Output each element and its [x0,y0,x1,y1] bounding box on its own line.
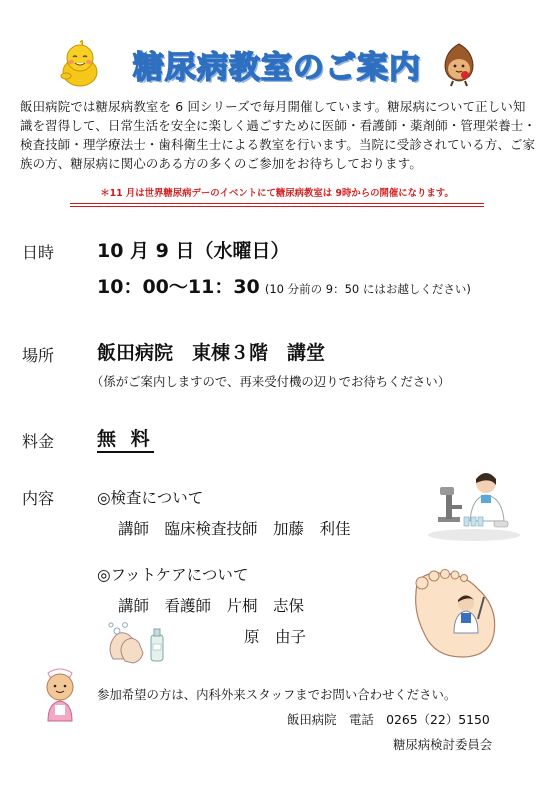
place-note: （係がご案内しますので、再来受付機の辺りでお待ちください） [91,374,451,389]
intro-paragraph: 飯田病院では糖尿病教室を 6 回シリーズで毎月開催しています。糖尿病について正しい知識を習得して、日常生活を安全に楽しく過ごすために医師・看護師・薬剤師・管理栄養士・検査技師・理学療法士・歯科衛生士による教室を行います。当院に受診されている方、ご家族の方、糖尿病に関心のある方の多くのご参加をお待ちしております。 [20,99,536,171]
committee-name: 糖尿病検討委員会 [393,737,493,752]
lab-technician-icon [424,465,520,545]
fee-value: 無 料 [97,428,154,453]
page-title: 糖尿病教室のご案内 [133,50,421,86]
mascot-yellow-icon [58,38,102,88]
notice-underline-2 [70,206,484,207]
topic-lecturer: 原 由子 [244,628,307,646]
content-label: 内容 [22,489,55,508]
fee-value-wrap [97,424,154,451]
topic-lecturer: 講師 看護師 片桐 志保 [118,597,305,615]
topic-lecturer: 講師 臨床検査技師 加藤 利佳 [118,520,351,538]
inquiry-text: 参加希望の方は、内科外来スタッフまでお問い合わせください。 [97,687,457,702]
notice-text: ＊11 月は世界糖尿病デーのイベントにて糖尿病教室は 9時からの開催になります。 [100,188,454,199]
event-time-row [97,272,471,299]
handwashing-icon [103,619,169,667]
contact-phone: 飯田病院 電話 0265（22）5150 [287,712,490,727]
mascot-chestnut-icon [440,41,478,87]
datetime-label: 日時 [22,243,55,262]
event-date: 10 月 9 日（水曜日） [97,240,290,262]
place-label: 場所 [22,346,55,365]
fee-label: 料金 [22,432,55,451]
topic-title: ◎検査について [97,489,204,507]
event-time: 10：00～11：30 [97,276,260,298]
nurse-mascot-icon [40,663,80,723]
foot-doctor-icon [408,567,512,661]
place-value: 飯田病院 東棟３階 講堂 [97,342,326,364]
notice-box [70,187,484,201]
event-time-note: (10 分前の 9：50 にはお越しください) [264,282,471,296]
notice-underline [70,203,484,204]
topic-title: ◎フットケアについて [97,566,249,584]
